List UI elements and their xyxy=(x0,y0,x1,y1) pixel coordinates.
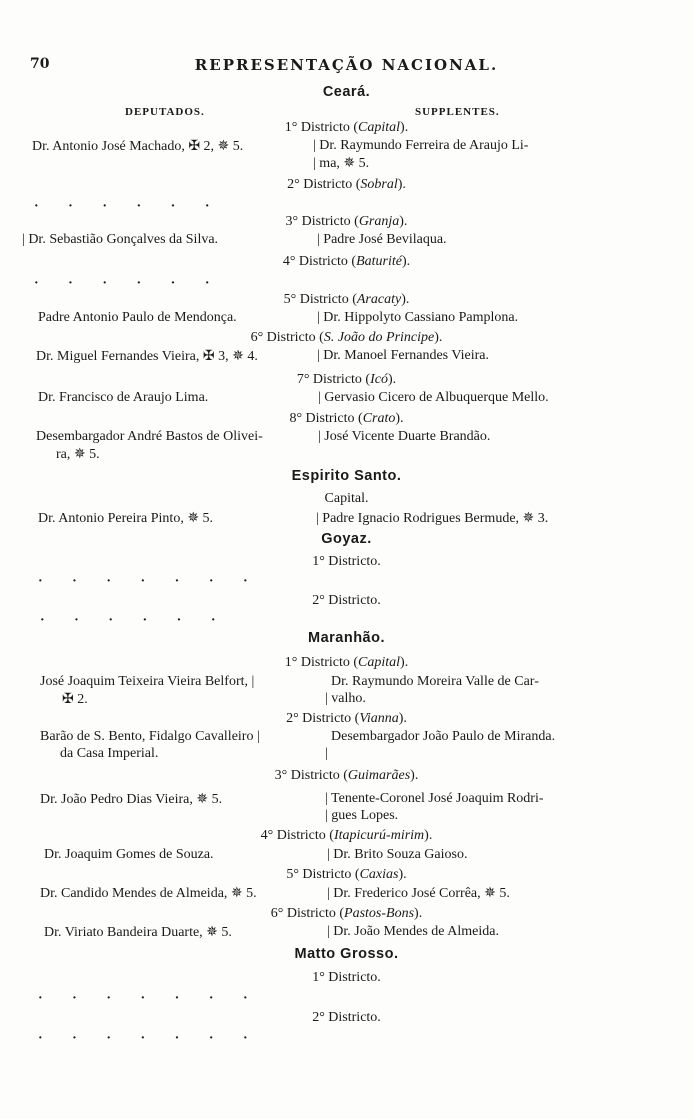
supplente-entry: | José Vicente Duarte Brandão. xyxy=(318,429,491,444)
supplente-entry: | Tenente-Coronel José Joaquim Rodri- xyxy=(325,791,544,806)
district-heading: 2° Districto. xyxy=(312,593,381,608)
deputy-entry: Dr. João Pedro Dias Vieira, ✵ 5. xyxy=(40,792,223,807)
deputy-entry: Desembargador André Bastos de Olivei- xyxy=(36,429,263,444)
district-heading: 4° Districto (Itapicurú-mirim). xyxy=(260,828,433,843)
supplente-entry: | Gervasio Cicero de Albuquerque Mello. xyxy=(318,390,549,405)
province-heading-matto-grosso: Matto Grosso. xyxy=(294,946,399,962)
vacant-dots: · · · · · · xyxy=(40,613,229,628)
district-heading: 1° Districto. xyxy=(312,554,381,569)
column-separator: | xyxy=(325,746,328,761)
column-header-supplentes: SUPPLENTES. xyxy=(415,106,500,118)
vacant-dots: · · · · · · · xyxy=(38,1031,261,1046)
district-heading: 2° Districto (Vianna). xyxy=(286,711,407,726)
deputy-entry: Dr. Joaquim Gomes de Souza. xyxy=(44,847,214,862)
supplente-entry: | Dr. Frederico José Corrêa, ✵ 5. xyxy=(327,886,510,901)
district-heading: 2° Districto (Sobral). xyxy=(287,177,406,192)
deputy-entry: Dr. Miguel Fernandes Vieira, ✠ 3, ✵ 4. xyxy=(36,349,258,364)
supplente-entry: | Dr. João Mendes de Almeida. xyxy=(327,924,499,939)
province-heading-ceara: Ceará. xyxy=(322,84,371,100)
province-heading-goyaz: Goyaz. xyxy=(321,531,372,547)
vacant-dots: · · · · · · · xyxy=(38,574,261,589)
district-heading: 3° Districto (Guimarães). xyxy=(274,768,419,783)
deputy-entry: José Joaquim Teixeira Vieira Belfort, | xyxy=(40,674,255,689)
supplente-entry: | Padre José Bevilaqua. xyxy=(317,232,447,247)
deputy-entry: Dr. Francisco de Araujo Lima. xyxy=(38,390,209,405)
district-heading: 1° Districto (Capital). xyxy=(284,655,409,670)
running-title: REPRESENTAÇÃO NACIONAL. xyxy=(194,56,499,74)
deputy-entry-cont: ✠ 2. xyxy=(62,692,88,707)
supplente-entry: | Dr. Raymundo Ferreira de Araujo Li- xyxy=(313,138,529,153)
deputy-entry: Padre Antonio Paulo de Mendonça. xyxy=(38,310,237,325)
province-heading-espirito-santo: Espirito Santo. xyxy=(291,468,402,484)
deputy-entry: Dr. Antonio Pereira Pinto, ✵ 5. xyxy=(38,511,214,526)
district-heading: 5° Districto (Aracaty). xyxy=(283,292,410,307)
district-heading: 3° Districto (Granja). xyxy=(285,214,408,229)
deputy-entry: Barão de S. Bento, Fidalgo Cavalleiro | xyxy=(40,729,260,744)
district-heading: 1° Districto. xyxy=(312,970,381,985)
district-heading: 5° Districto (Caxias). xyxy=(286,867,407,882)
district-heading: 8° Districto (Crato). xyxy=(289,411,404,426)
supplente-entry: | Dr. Hippolyto Cassiano Pamplona. xyxy=(317,310,519,325)
vacant-dots: · · · · · · · xyxy=(38,991,261,1006)
supplente-entry: | Padre Ignacio Rodrigues Bermude, ✵ 3. xyxy=(316,511,549,526)
column-header-deputados: DEPUTADOS. xyxy=(125,106,205,118)
supplente-entry-cont: | ma, ✵ 5. xyxy=(313,156,370,171)
deputy-entry-cont: da Casa Imperial. xyxy=(60,746,159,761)
supplente-entry-cont: | valho. xyxy=(325,691,366,706)
district-heading: 2° Districto. xyxy=(312,1010,381,1025)
supplente-entry-cont: | gues Lopes. xyxy=(325,808,399,823)
district-heading: 6° Districto (Pastos-Bons). xyxy=(270,906,423,921)
district-heading: 6° Districto (S. João do Principe). xyxy=(250,330,443,345)
vacant-dots: · · · · · · xyxy=(34,199,223,214)
district-heading: 1° Districto (Capital). xyxy=(284,120,409,135)
supplente-entry: Desembargador João Paulo de Miranda. xyxy=(331,729,556,744)
supplente-entry: | Dr. Manoel Fernandes Vieira. xyxy=(317,348,489,363)
district-heading: 7° Districto (Icó). xyxy=(296,372,397,387)
province-heading-maranhao: Maranhão. xyxy=(307,630,385,646)
supplente-entry: | Dr. Brito Souza Gaioso. xyxy=(327,847,468,862)
page-number: 70 xyxy=(30,56,50,72)
deputy-entry: Dr. Candido Mendes de Almeida, ✵ 5. xyxy=(40,886,257,901)
district-heading: Capital. xyxy=(324,491,369,506)
deputy-entry: Dr. Viriato Bandeira Duarte, ✵ 5. xyxy=(44,925,232,940)
deputy-entry-cont: ra, ✵ 5. xyxy=(56,447,100,462)
page-header xyxy=(30,56,663,78)
supplente-entry: Dr. Raymundo Moreira Valle de Car- xyxy=(331,674,539,689)
district-heading: 4° Districto (Baturité). xyxy=(282,254,411,269)
deputy-entry: | Dr. Sebastião Gonçalves da Silva. xyxy=(22,232,219,247)
vacant-dots: · · · · · · xyxy=(34,276,223,291)
deputy-entry: Dr. Antonio José Machado, ✠ 2, ✵ 5. xyxy=(32,139,244,154)
